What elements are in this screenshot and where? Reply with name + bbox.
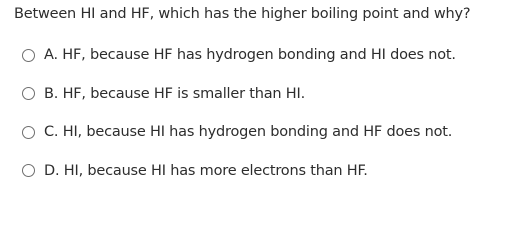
- option-a[interactable]: [22, 36, 456, 75]
- option-c-radio[interactable]: [22, 126, 35, 139]
- option-a-label: A. HF, because HF has hydrogen bonding and HI does not.: [44, 47, 456, 64]
- option-b-radio[interactable]: [22, 87, 35, 100]
- option-c[interactable]: [22, 113, 456, 152]
- option-b[interactable]: [22, 75, 456, 114]
- option-d[interactable]: [22, 152, 456, 191]
- option-d-radio[interactable]: [22, 164, 35, 177]
- answer-options: [22, 36, 456, 190]
- question-text: Between HI and HF, which has the higher boiling point and why?: [14, 6, 471, 22]
- option-b-label: B. HF, because HF is smaller than HI.: [44, 85, 305, 102]
- option-a-radio[interactable]: [22, 49, 35, 62]
- option-d-label: D. HI, because HI has more electrons than HF.: [44, 162, 368, 179]
- option-c-label: C. HI, because HI has hydrogen bonding and HF does not.: [44, 124, 453, 141]
